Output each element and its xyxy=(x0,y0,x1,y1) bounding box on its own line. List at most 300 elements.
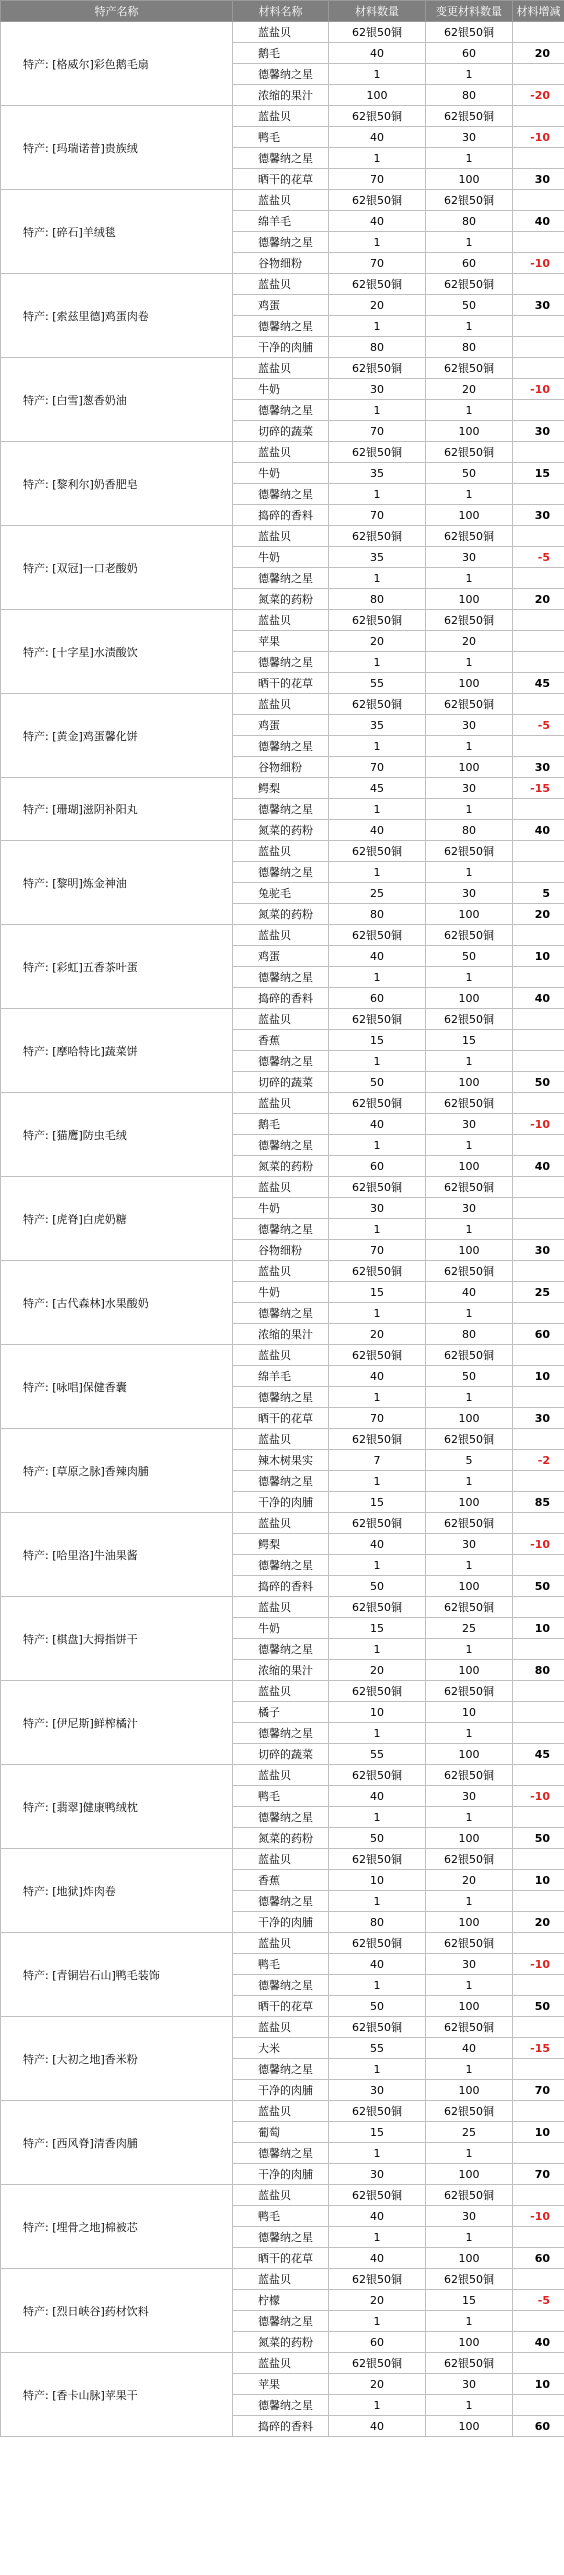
new-material-qty-cell: 100 xyxy=(426,169,513,190)
material-change-cell xyxy=(513,1702,564,1723)
new-material-qty-cell: 62银50铜 xyxy=(426,106,513,127)
material-qty-cell: 62银50铜 xyxy=(329,1849,426,1870)
new-material-qty-cell: 1 xyxy=(426,1891,513,1912)
material-name-cell: 蓝盐贝 xyxy=(233,190,329,211)
material-name-cell: 德馨纳之星 xyxy=(233,2059,329,2080)
material-name-cell: 鹅毛 xyxy=(233,1114,329,1135)
material-name-cell: 捣碎的香料 xyxy=(233,988,329,1009)
new-material-qty-cell: 100 xyxy=(426,1828,513,1849)
new-material-qty-cell: 1 xyxy=(426,1219,513,1240)
new-material-qty-cell: 30 xyxy=(426,2206,513,2227)
specialty-name-cell: 特产: [虎脊]白虎奶糖 xyxy=(1,1177,233,1261)
specialty-group xyxy=(1,442,564,526)
new-material-qty-cell: 62银50铜 xyxy=(426,1513,513,1534)
new-material-qty-cell: 20 xyxy=(426,1870,513,1891)
new-material-qty-cell: 100 xyxy=(426,988,513,1009)
material-name-cell: 蓝盐贝 xyxy=(233,2101,329,2122)
material-name-cell: 晒干的花草 xyxy=(233,1996,329,2017)
material-qty-cell: 1 xyxy=(329,862,426,883)
material-qty-cell: 30 xyxy=(329,2080,426,2101)
specialty-name-cell: 特产: [摩哈特比]蔬菜饼 xyxy=(1,1009,233,1093)
material-name-cell: 牛奶 xyxy=(233,379,329,400)
new-material-qty-cell: 1 xyxy=(426,2311,513,2332)
new-material-qty-cell: 62银50铜 xyxy=(426,1849,513,1870)
material-name-cell: 蓝盐贝 xyxy=(233,2017,329,2038)
material-change-cell xyxy=(513,2311,564,2332)
material-qty-cell: 70 xyxy=(329,421,426,442)
header-specialty-name: 特产名称 xyxy=(1,1,233,22)
specialty-group xyxy=(1,1849,564,1933)
new-material-qty-cell: 1 xyxy=(426,2227,513,2248)
material-change-cell: 30 xyxy=(513,757,564,778)
material-qty-cell: 60 xyxy=(329,2332,426,2353)
material-qty-cell: 40 xyxy=(329,211,426,232)
material-change-cell: -10 xyxy=(513,1114,564,1135)
material-name-cell: 谷物细粉 xyxy=(233,1240,329,1261)
new-material-qty-cell: 1 xyxy=(426,736,513,757)
new-material-qty-cell: 1 xyxy=(426,1807,513,1828)
material-name-cell: 切碎的蔬菜 xyxy=(233,421,329,442)
table-row xyxy=(1,925,564,946)
material-qty-cell: 1 xyxy=(329,568,426,589)
material-change-cell: 45 xyxy=(513,673,564,694)
new-material-qty-cell: 60 xyxy=(426,253,513,274)
material-name-cell: 捣碎的香料 xyxy=(233,505,329,526)
material-qty-cell: 40 xyxy=(329,2206,426,2227)
material-qty-cell: 1 xyxy=(329,484,426,505)
specialty-name-cell: 特产: [玛瑞诺普]贵族绒 xyxy=(1,106,233,190)
specialty-group xyxy=(1,1765,564,1849)
material-name-cell: 鸭毛 xyxy=(233,1786,329,1807)
material-qty-cell: 1 xyxy=(329,232,426,253)
material-change-cell: 10 xyxy=(513,946,564,967)
material-name-cell: 蓝盐贝 xyxy=(233,925,329,946)
specialty-group xyxy=(1,1093,564,1177)
new-material-qty-cell: 62银50铜 xyxy=(426,2269,513,2290)
material-qty-cell: 1 xyxy=(329,316,426,337)
material-name-cell: 德馨纳之星 xyxy=(233,1891,329,1912)
table-row xyxy=(1,442,564,463)
material-qty-cell: 40 xyxy=(329,946,426,967)
material-name-cell: 氮菜的药粉 xyxy=(233,589,329,610)
material-change-cell xyxy=(513,799,564,820)
material-change-cell xyxy=(513,2059,564,2080)
specialty-name-cell: 特产: [珊瑚]滋阴补阳丸 xyxy=(1,778,233,841)
material-qty-cell: 50 xyxy=(329,1996,426,2017)
material-name-cell: 德馨纳之星 xyxy=(233,2227,329,2248)
material-name-cell: 蓝盐贝 xyxy=(233,1177,329,1198)
material-name-cell: 蓝盐贝 xyxy=(233,1093,329,1114)
material-change-cell: 20 xyxy=(513,904,564,925)
material-change-cell xyxy=(513,862,564,883)
material-name-cell: 香蕉 xyxy=(233,1870,329,1891)
material-qty-cell: 62银50铜 xyxy=(329,1429,426,1450)
new-material-qty-cell: 62银50铜 xyxy=(426,1261,513,1282)
new-material-qty-cell: 30 xyxy=(426,1534,513,1555)
material-qty-cell: 50 xyxy=(329,1576,426,1597)
new-material-qty-cell: 1 xyxy=(426,1555,513,1576)
specialty-group xyxy=(1,1177,564,1261)
material-change-cell: 60 xyxy=(513,2416,564,2437)
material-name-cell: 蓝盐贝 xyxy=(233,610,329,631)
new-material-qty-cell: 62银50铜 xyxy=(426,2101,513,2122)
material-name-cell: 德馨纳之星 xyxy=(233,568,329,589)
material-name-cell: 德馨纳之星 xyxy=(233,1303,329,1324)
material-qty-cell: 30 xyxy=(329,1198,426,1219)
new-material-qty-cell: 100 xyxy=(426,1744,513,1765)
material-change-cell xyxy=(513,64,564,85)
material-qty-cell: 62银50铜 xyxy=(329,22,426,43)
material-qty-cell: 1 xyxy=(329,1639,426,1660)
material-change-cell: -10 xyxy=(513,1786,564,1807)
table-row xyxy=(1,1345,564,1366)
specialty-group xyxy=(1,274,564,358)
material-change-cell: 70 xyxy=(513,2164,564,2185)
material-name-cell: 蓝盐贝 xyxy=(233,1765,329,1786)
material-qty-cell: 1 xyxy=(329,1723,426,1744)
material-qty-cell: 55 xyxy=(329,2038,426,2059)
new-material-qty-cell: 30 xyxy=(426,1198,513,1219)
material-name-cell: 蓝盐贝 xyxy=(233,1345,329,1366)
material-name-cell: 牛奶 xyxy=(233,463,329,484)
new-material-qty-cell: 1 xyxy=(426,232,513,253)
material-change-cell: -15 xyxy=(513,778,564,799)
specialty-name-cell: 特产: [白雪]葱香奶油 xyxy=(1,358,233,442)
material-qty-cell: 1 xyxy=(329,967,426,988)
new-material-qty-cell: 100 xyxy=(426,1492,513,1513)
header-material-change: 材料增减 xyxy=(513,1,564,22)
specialty-group xyxy=(1,841,564,925)
material-change-cell: 5 xyxy=(513,883,564,904)
new-material-qty-cell: 1 xyxy=(426,652,513,673)
table-row xyxy=(1,1261,564,1282)
specialty-group xyxy=(1,1597,564,1681)
material-name-cell: 浓缩的果汁 xyxy=(233,1660,329,1681)
material-qty-cell: 80 xyxy=(329,589,426,610)
new-material-qty-cell: 62银50铜 xyxy=(426,1681,513,1702)
new-material-qty-cell: 80 xyxy=(426,820,513,841)
material-name-cell: 干净的肉脯 xyxy=(233,2164,329,2185)
material-name-cell: 鸡蛋 xyxy=(233,946,329,967)
material-qty-cell: 15 xyxy=(329,1618,426,1639)
table-row xyxy=(1,1681,564,1702)
material-qty-cell: 62银50铜 xyxy=(329,526,426,547)
material-name-cell: 德馨纳之星 xyxy=(233,1639,329,1660)
material-qty-cell: 1 xyxy=(329,1807,426,1828)
material-change-cell: 20 xyxy=(513,589,564,610)
new-material-qty-cell: 1 xyxy=(426,1387,513,1408)
new-material-qty-cell: 60 xyxy=(426,43,513,64)
material-qty-cell: 15 xyxy=(329,1030,426,1051)
table-row xyxy=(1,841,564,862)
material-qty-cell: 62银50铜 xyxy=(329,1261,426,1282)
material-qty-cell: 62银50铜 xyxy=(329,2017,426,2038)
material-qty-cell: 20 xyxy=(329,2374,426,2395)
material-change-cell: 60 xyxy=(513,2248,564,2269)
material-change-cell: -10 xyxy=(513,1534,564,1555)
material-qty-cell: 80 xyxy=(329,904,426,925)
material-qty-cell: 1 xyxy=(329,652,426,673)
material-change-cell xyxy=(513,1345,564,1366)
material-qty-cell: 40 xyxy=(329,43,426,64)
material-change-cell xyxy=(513,1261,564,1282)
material-qty-cell: 62银50铜 xyxy=(329,190,426,211)
specialty-group xyxy=(1,778,564,841)
material-qty-cell: 15 xyxy=(329,1282,426,1303)
material-name-cell: 苹果 xyxy=(233,2374,329,2395)
new-material-qty-cell: 100 xyxy=(426,1156,513,1177)
material-change-cell: 10 xyxy=(513,1870,564,1891)
new-material-qty-cell: 100 xyxy=(426,2164,513,2185)
material-qty-cell: 62银50铜 xyxy=(329,2269,426,2290)
material-name-cell: 德馨纳之星 xyxy=(233,232,329,253)
material-name-cell: 氮菜的药粉 xyxy=(233,2332,329,2353)
specialty-group xyxy=(1,925,564,1009)
table-row xyxy=(1,2269,564,2290)
table-row xyxy=(1,22,564,43)
material-change-cell: 70 xyxy=(513,2080,564,2101)
material-change-cell xyxy=(513,1723,564,1744)
material-qty-cell: 1 xyxy=(329,736,426,757)
material-qty-cell: 62银50铜 xyxy=(329,106,426,127)
specialty-group xyxy=(1,1681,564,1765)
table-row xyxy=(1,2353,564,2374)
material-qty-cell: 62银50铜 xyxy=(329,1345,426,1366)
material-change-cell: 50 xyxy=(513,1828,564,1849)
material-change-cell xyxy=(513,1513,564,1534)
material-qty-cell: 1 xyxy=(329,1387,426,1408)
new-material-qty-cell: 5 xyxy=(426,1450,513,1471)
material-name-cell: 橘子 xyxy=(233,1702,329,1723)
material-qty-cell: 30 xyxy=(329,2164,426,2185)
new-material-qty-cell: 100 xyxy=(426,2332,513,2353)
material-qty-cell: 20 xyxy=(329,1324,426,1345)
material-change-cell: 30 xyxy=(513,169,564,190)
material-change-cell: 10 xyxy=(513,2122,564,2143)
material-name-cell: 氮菜的药粉 xyxy=(233,1156,329,1177)
material-name-cell: 蓝盐贝 xyxy=(233,1513,329,1534)
new-material-qty-cell: 62银50铜 xyxy=(426,1765,513,1786)
material-qty-cell: 70 xyxy=(329,1240,426,1261)
material-qty-cell: 1 xyxy=(329,2395,426,2416)
material-name-cell: 鸭毛 xyxy=(233,1954,329,1975)
material-change-cell xyxy=(513,274,564,295)
material-qty-cell: 70 xyxy=(329,253,426,274)
material-name-cell: 德馨纳之星 xyxy=(233,799,329,820)
material-name-cell: 晒干的花草 xyxy=(233,673,329,694)
new-material-qty-cell: 50 xyxy=(426,463,513,484)
material-name-cell: 鸡蛋 xyxy=(233,715,329,736)
material-qty-cell: 15 xyxy=(329,1492,426,1513)
material-change-cell xyxy=(513,526,564,547)
material-qty-cell: 40 xyxy=(329,127,426,148)
table-row xyxy=(1,190,564,211)
material-qty-cell: 30 xyxy=(329,379,426,400)
material-name-cell: 辣木树果实 xyxy=(233,1450,329,1471)
material-name-cell: 氮菜的药粉 xyxy=(233,1828,329,1849)
material-qty-cell: 20 xyxy=(329,631,426,652)
new-material-qty-cell: 100 xyxy=(426,421,513,442)
material-name-cell: 苹果 xyxy=(233,631,329,652)
material-name-cell: 鸭毛 xyxy=(233,127,329,148)
material-qty-cell: 62银50铜 xyxy=(329,610,426,631)
material-change-cell xyxy=(513,1807,564,1828)
material-change-cell: -10 xyxy=(513,253,564,274)
new-material-qty-cell: 1 xyxy=(426,799,513,820)
new-material-qty-cell: 10 xyxy=(426,1702,513,1723)
material-change-cell xyxy=(513,1030,564,1051)
new-material-qty-cell: 1 xyxy=(426,1135,513,1156)
material-name-cell: 晒干的花草 xyxy=(233,1408,329,1429)
material-change-cell: 85 xyxy=(513,1492,564,1513)
material-name-cell: 谷物细粉 xyxy=(233,253,329,274)
material-qty-cell: 70 xyxy=(329,1408,426,1429)
specialty-name-cell: 特产: [大初之地]香米粉 xyxy=(1,2017,233,2101)
material-name-cell: 氮菜的药粉 xyxy=(233,904,329,925)
material-name-cell: 鸭毛 xyxy=(233,2206,329,2227)
material-name-cell: 氮菜的药粉 xyxy=(233,820,329,841)
material-name-cell: 兔驼毛 xyxy=(233,883,329,904)
new-material-qty-cell: 62银50铜 xyxy=(426,925,513,946)
material-name-cell: 干净的肉脯 xyxy=(233,2080,329,2101)
material-change-cell: 40 xyxy=(513,2332,564,2353)
specialty-group xyxy=(1,2101,564,2185)
new-material-qty-cell: 62银50铜 xyxy=(426,442,513,463)
new-material-qty-cell: 30 xyxy=(426,547,513,568)
material-change-cell xyxy=(513,2353,564,2374)
material-qty-cell: 1 xyxy=(329,148,426,169)
material-qty-cell: 35 xyxy=(329,463,426,484)
material-name-cell: 蓝盐贝 xyxy=(233,1429,329,1450)
new-material-qty-cell: 1 xyxy=(426,1975,513,1996)
material-name-cell: 葡萄 xyxy=(233,2122,329,2143)
material-qty-cell: 40 xyxy=(329,1114,426,1135)
material-change-cell xyxy=(513,1219,564,1240)
specialty-group xyxy=(1,2269,564,2353)
material-name-cell: 捣碎的香料 xyxy=(233,2416,329,2437)
new-material-qty-cell: 100 xyxy=(426,904,513,925)
new-material-qty-cell: 1 xyxy=(426,316,513,337)
table-row xyxy=(1,1933,564,1954)
material-change-cell xyxy=(513,400,564,421)
new-material-qty-cell: 15 xyxy=(426,2290,513,2311)
material-qty-cell: 80 xyxy=(329,1912,426,1933)
material-qty-cell: 100 xyxy=(329,85,426,106)
specialty-name-cell: 特产: [猫鹰]防虫毛绒 xyxy=(1,1093,233,1177)
material-name-cell: 浓缩的果汁 xyxy=(233,85,329,106)
new-material-qty-cell: 40 xyxy=(426,2038,513,2059)
material-name-cell: 蓝盐贝 xyxy=(233,442,329,463)
new-material-qty-cell: 30 xyxy=(426,2374,513,2395)
new-material-qty-cell: 100 xyxy=(426,1408,513,1429)
material-name-cell: 蓝盐贝 xyxy=(233,2269,329,2290)
material-change-cell: -5 xyxy=(513,547,564,568)
new-material-qty-cell: 40 xyxy=(426,1282,513,1303)
material-qty-cell: 40 xyxy=(329,1786,426,1807)
material-change-cell: 30 xyxy=(513,421,564,442)
material-change-cell: -20 xyxy=(513,85,564,106)
specialty-name-cell: 特产: [双冠]一口老酸奶 xyxy=(1,526,233,610)
material-change-cell xyxy=(513,1765,564,1786)
new-material-qty-cell: 100 xyxy=(426,589,513,610)
new-material-qty-cell: 100 xyxy=(426,1072,513,1093)
material-name-cell: 鹅毛 xyxy=(233,43,329,64)
material-change-cell: 50 xyxy=(513,1996,564,2017)
material-change-cell: 20 xyxy=(513,43,564,64)
material-name-cell: 德馨纳之星 xyxy=(233,400,329,421)
table-row xyxy=(1,778,564,799)
material-name-cell: 绵羊毛 xyxy=(233,211,329,232)
material-name-cell: 蓝盐贝 xyxy=(233,1009,329,1030)
new-material-qty-cell: 50 xyxy=(426,1366,513,1387)
new-material-qty-cell: 100 xyxy=(426,2248,513,2269)
specialty-name-cell: 特产: [棋盘]大拇指饼干 xyxy=(1,1597,233,1681)
material-change-cell: 40 xyxy=(513,211,564,232)
material-change-cell: -10 xyxy=(513,2206,564,2227)
new-material-qty-cell: 1 xyxy=(426,1639,513,1660)
material-change-cell xyxy=(513,1849,564,1870)
new-material-qty-cell: 62银50铜 xyxy=(426,274,513,295)
specialty-name-cell: 特产: [彩虹]五香茶叶蛋 xyxy=(1,925,233,1009)
new-material-qty-cell: 62银50铜 xyxy=(426,1093,513,1114)
material-qty-cell: 1 xyxy=(329,1555,426,1576)
new-material-qty-cell: 100 xyxy=(426,1912,513,1933)
specialty-name-cell: 特产: [香卡山脉]苹果干 xyxy=(1,2353,233,2437)
new-material-qty-cell: 100 xyxy=(426,673,513,694)
new-material-qty-cell: 80 xyxy=(426,1324,513,1345)
material-change-cell: 60 xyxy=(513,1324,564,1345)
material-change-cell xyxy=(513,694,564,715)
material-qty-cell: 70 xyxy=(329,169,426,190)
material-change-cell xyxy=(513,358,564,379)
table-row xyxy=(1,2101,564,2122)
material-qty-cell: 40 xyxy=(329,2248,426,2269)
material-change-cell xyxy=(513,1093,564,1114)
header-row xyxy=(1,1,564,22)
specialty-group xyxy=(1,1513,564,1597)
material-qty-cell: 50 xyxy=(329,1072,426,1093)
material-name-cell: 德馨纳之星 xyxy=(233,1471,329,1492)
material-change-cell: 30 xyxy=(513,1240,564,1261)
material-name-cell: 德馨纳之星 xyxy=(233,1975,329,1996)
material-name-cell: 德馨纳之星 xyxy=(233,1051,329,1072)
material-name-cell: 德馨纳之星 xyxy=(233,736,329,757)
material-name-cell: 蓝盐贝 xyxy=(233,526,329,547)
new-material-qty-cell: 1 xyxy=(426,64,513,85)
material-name-cell: 德馨纳之星 xyxy=(233,1807,329,1828)
new-material-qty-cell: 62银50铜 xyxy=(426,22,513,43)
material-qty-cell: 62银50铜 xyxy=(329,442,426,463)
specialty-group xyxy=(1,358,564,442)
table-row xyxy=(1,694,564,715)
material-qty-cell: 1 xyxy=(329,799,426,820)
new-material-qty-cell: 100 xyxy=(426,2416,513,2437)
new-material-qty-cell: 1 xyxy=(426,967,513,988)
material-name-cell: 牛奶 xyxy=(233,547,329,568)
material-name-cell: 蓝盐贝 xyxy=(233,694,329,715)
material-qty-cell: 7 xyxy=(329,1450,426,1471)
new-material-qty-cell: 1 xyxy=(426,1051,513,1072)
material-qty-cell: 40 xyxy=(329,1366,426,1387)
material-change-cell: 50 xyxy=(513,1072,564,1093)
new-material-qty-cell: 1 xyxy=(426,862,513,883)
material-change-cell: 25 xyxy=(513,1282,564,1303)
new-material-qty-cell: 20 xyxy=(426,631,513,652)
material-change-cell: -10 xyxy=(513,379,564,400)
specialty-group xyxy=(1,526,564,610)
material-name-cell: 蓝盐贝 xyxy=(233,106,329,127)
material-change-cell: 40 xyxy=(513,988,564,1009)
